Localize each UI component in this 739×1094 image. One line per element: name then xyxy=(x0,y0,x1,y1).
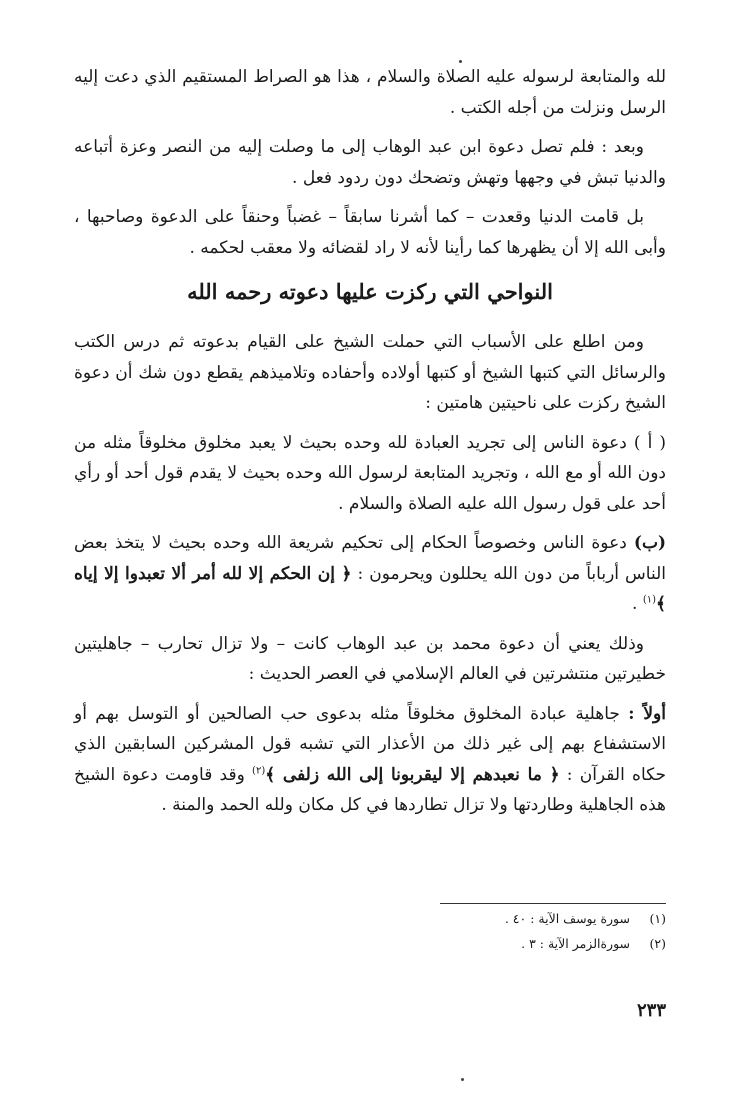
paragraph-8 xyxy=(74,699,666,821)
quran-quote-2: ﴿ ما نعبدهم إلا ليقربونا إلى الله زلفى ﴾ xyxy=(265,764,560,785)
quran-quote-1: ﴿ إن الحكم إلا لله أمر ألا تعبدوا إلا إياه ﴾ xyxy=(74,563,666,614)
paragraph-3: بل قامت الدنيا وقعدت – كما أشرنا سابقاً – غضباً وحنقاً على الدعوة وصاحبها ، وأبى الله إلا أن يظهرها كما رأينا لأنه لا راد لقضائه ولا معقب لحكمه . xyxy=(74,207,666,258)
scan-speck-top xyxy=(459,60,462,63)
section-heading: النواحي التي ركزت عليها دعوته رحمه الله xyxy=(187,279,553,304)
first-label: أولاً : xyxy=(628,703,666,724)
footnote-2-number: (٢) xyxy=(649,936,666,951)
first-text: جاهلية عبادة المخلوق مخلوقاً مثله بدعوى حب الصالحين أو التوسل بهم أو الاستشفاع بهم إلى غير ذلك من الأعذار التي تشبه قول المشركين السابقين الذي حكاه القرآن : xyxy=(74,703,667,785)
item-b-end: . xyxy=(632,594,643,614)
paragraph-2: وبعد : فلم تصل دعوة ابن عبد الوهاب إلى ما وصلت إليه من النصر وعزة أتباعه والدنيا تبش في وجهها وتهش وتضحك دون ردود فعل . xyxy=(74,137,666,188)
paragraph-7: وذلك يعني أن دعوة محمد بن عبد الوهاب كانت – ولا تزال تحارب – جاهليتين خطيرتين منتشرتين في العالم الإسلامي في العصر الحديث : xyxy=(74,633,666,684)
footnote-1-text: سورة يوسف الآية : ٤٠ . xyxy=(504,911,630,926)
scan-speck-bottom xyxy=(461,1078,464,1081)
footnote-ref-1: (١) xyxy=(642,594,657,606)
footnote-2 xyxy=(521,935,666,953)
page-number: ٢٣٣ xyxy=(636,1000,666,1021)
paragraph-6 xyxy=(74,528,666,620)
footnote-ref-2: (٢) xyxy=(252,764,266,776)
page-body xyxy=(74,62,666,830)
item-b-label: (ب) xyxy=(633,533,666,553)
paragraph-1: لله والمتابعة لرسوله عليه الصلاة والسلام ، هذا هو الصراط المستقيم الذي دعت إليه الرسل ونزلت من أجله الكتب . xyxy=(74,67,666,118)
footnote-1 xyxy=(505,910,666,928)
first-end: وقد قاومت دعوة الشيخ هذه الجاهلية وطاردتها ولا تزال تطاردها في كل مكان ولله الحمد والمنة . xyxy=(74,764,666,815)
paragraph-4: ومن اطلع على الأسباب التي حملت الشيخ على القيام بدعوته ثم درس الكتب والرسائل التي كتبها الشيخ أو كتبها أولاده وأحفاده وتلاميذهم يقطع دون شك أن دعوة الشيخ ركزت على ناحيتين هامتين : xyxy=(74,332,666,413)
footnote-2-text: سورةالزمر الآية : ٣ . xyxy=(521,936,630,951)
paragraph-5: ( أ ) دعوة الناس إلى تجريد العبادة لله وحده بحيث لا يعبد مخلوق مخلوقاً مثله من دون الله أو مع الله ، وتجريد المتابعة لرسول الله وحده بحيث لا يقدم قول أحد أو رأي أحد على قول رسول الله عليه الصلاة والسلام . xyxy=(74,432,666,514)
item-b-text: دعوة الناس وخصوصاً الحكام إلى تحكيم شريعة الله وحده بحيث لا يتخذ بعض الناس أرباباً من دون الله يحللون ويحرمون : xyxy=(74,533,667,584)
footnote-divider xyxy=(440,903,666,904)
footnote-1-number: (١) xyxy=(649,911,666,926)
